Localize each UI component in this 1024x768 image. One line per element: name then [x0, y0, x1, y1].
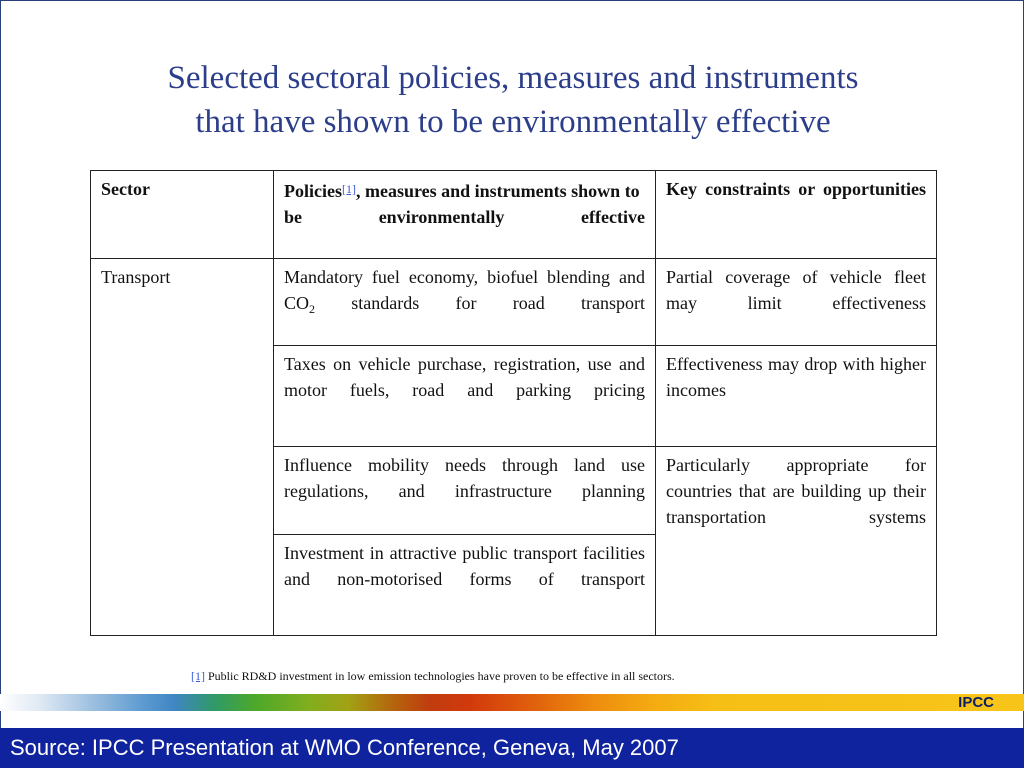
policy-text-rest: standards for road transport — [315, 293, 645, 313]
policy-cell: Influence mobility needs through land use regulations, and infrastructure planning — [274, 447, 656, 535]
policy-table — [90, 170, 937, 636]
table-header-row — [91, 171, 937, 259]
decorative-gradient-bar — [0, 694, 1024, 711]
policy-cell: Investment in attractive public transport facilities and non-motorised forms of transport — [274, 535, 656, 636]
constraint-cell: Partial coverage of vehicle fleet may limit effectiveness — [656, 259, 937, 346]
constraint-cell: Effectiveness may drop with higher incomes — [656, 346, 937, 447]
header-policies — [274, 171, 656, 259]
policy-cell — [274, 259, 656, 346]
policy-cell: Taxes on vehicle purchase, registration, use and motor fuels, road and parking pricing — [274, 346, 656, 447]
slide-title — [41, 56, 985, 144]
footnote-anchor[interactable]: [1] — [191, 669, 205, 683]
title-line-2: that have shown to be environmentally effective — [195, 104, 831, 140]
constraint-cell: Particularly appropriate for countries that are building up their transportation systems — [656, 447, 937, 636]
policy-subscript: 2 — [309, 302, 316, 316]
header-constraints: Key constraints or opportunities — [656, 171, 937, 259]
ipcc-logo: IPCC — [958, 694, 994, 711]
policy-text: Mandatory fuel economy, biofuel blending and CO — [284, 267, 645, 313]
header-sector: Sector — [91, 171, 274, 259]
header-policies-label: Policies — [284, 181, 342, 201]
footnote — [191, 669, 675, 684]
sector-cell: Transport — [91, 259, 274, 636]
footnote-ref-link[interactable]: [1] — [341, 182, 356, 196]
header-policies-rest: , measures and instruments shown to be environmentally effective — [284, 181, 645, 227]
source-caption: Source: IPCC Presentation at WMO Conference, Geneva, May 2007 — [10, 735, 679, 760]
footnote-text: Public RD&D investment in low emission technologies have proven to be effective in all sectors. — [205, 669, 675, 683]
title-line-1: Selected sectoral policies, measures and instruments — [167, 60, 859, 96]
table-row — [91, 259, 937, 346]
